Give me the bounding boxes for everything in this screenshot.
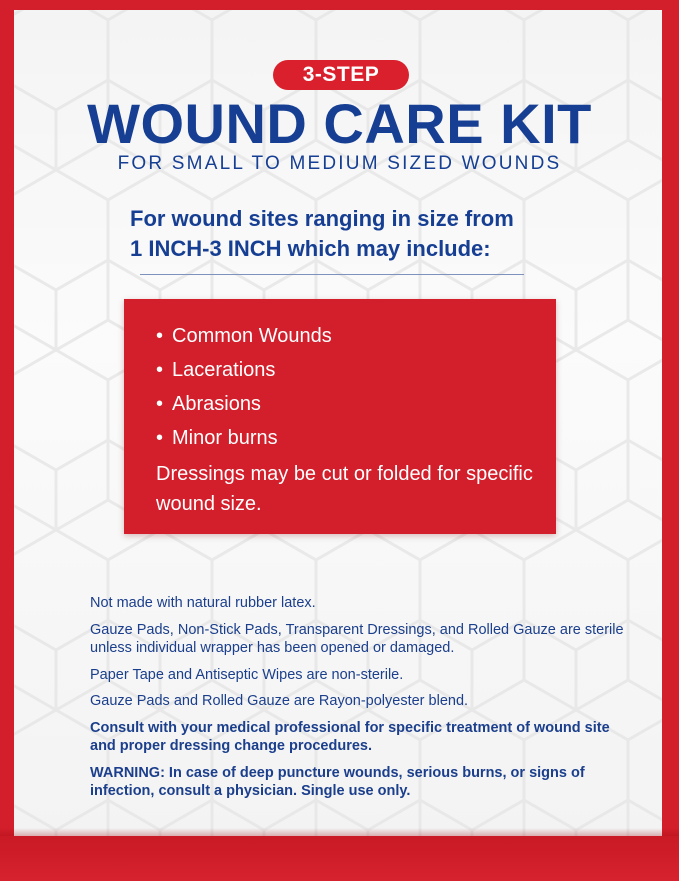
- intro-line-1: For wound sites ranging in size from: [130, 206, 514, 231]
- list-item: • Common Wounds: [156, 319, 332, 353]
- latex-note: Not made with natural rubber latex.: [90, 595, 316, 611]
- conditions-list: [156, 319, 332, 455]
- list-item: • Abrasions: [156, 387, 332, 421]
- sterility-note: Gauze Pads, Non-Stick Pads, Transparent Dressings, and Rolled Gauze are sterile unless individual wrapper has been opened or damaged.: [90, 621, 624, 656]
- consult-note: Consult with your medical professional for specific treatment of wound site and proper dressing change procedures.: [90, 719, 610, 754]
- list-item: • Lacerations: [156, 353, 332, 387]
- bullet-icon: •: [156, 393, 164, 415]
- subtitle: FOR SMALL TO MEDIUM SIZED WOUNDS: [117, 153, 562, 174]
- intro-line-2: 1 INCH-3 INCH which may include:: [130, 236, 491, 261]
- dressing-note: Dressings may be cut or folded for specific wound size.: [156, 463, 533, 515]
- bullet-icon: •: [156, 325, 164, 347]
- step-badge: 3-STEP: [273, 60, 409, 90]
- divider: [140, 274, 524, 275]
- material-note: Gauze Pads and Rolled Gauze are Rayon-polyester blend.: [90, 693, 469, 709]
- fine-print: [90, 594, 630, 809]
- warning-note: WARNING: In case of deep puncture wounds, serious burns, or signs of infection, consult a physician. Single use only.: [90, 764, 585, 799]
- conditions-panel: [124, 299, 556, 534]
- list-item: • Minor burns: [156, 421, 332, 455]
- size-intro: [130, 204, 550, 264]
- bullet-icon: •: [156, 427, 164, 449]
- bullet-icon: •: [156, 359, 164, 381]
- box-bottom-band: [0, 836, 679, 881]
- non-sterile-note: Paper Tape and Antiseptic Wipes are non-sterile.: [90, 666, 404, 683]
- page-title: WOUND CARE KIT: [87, 92, 592, 155]
- box-top-edge: [0, 0, 679, 10]
